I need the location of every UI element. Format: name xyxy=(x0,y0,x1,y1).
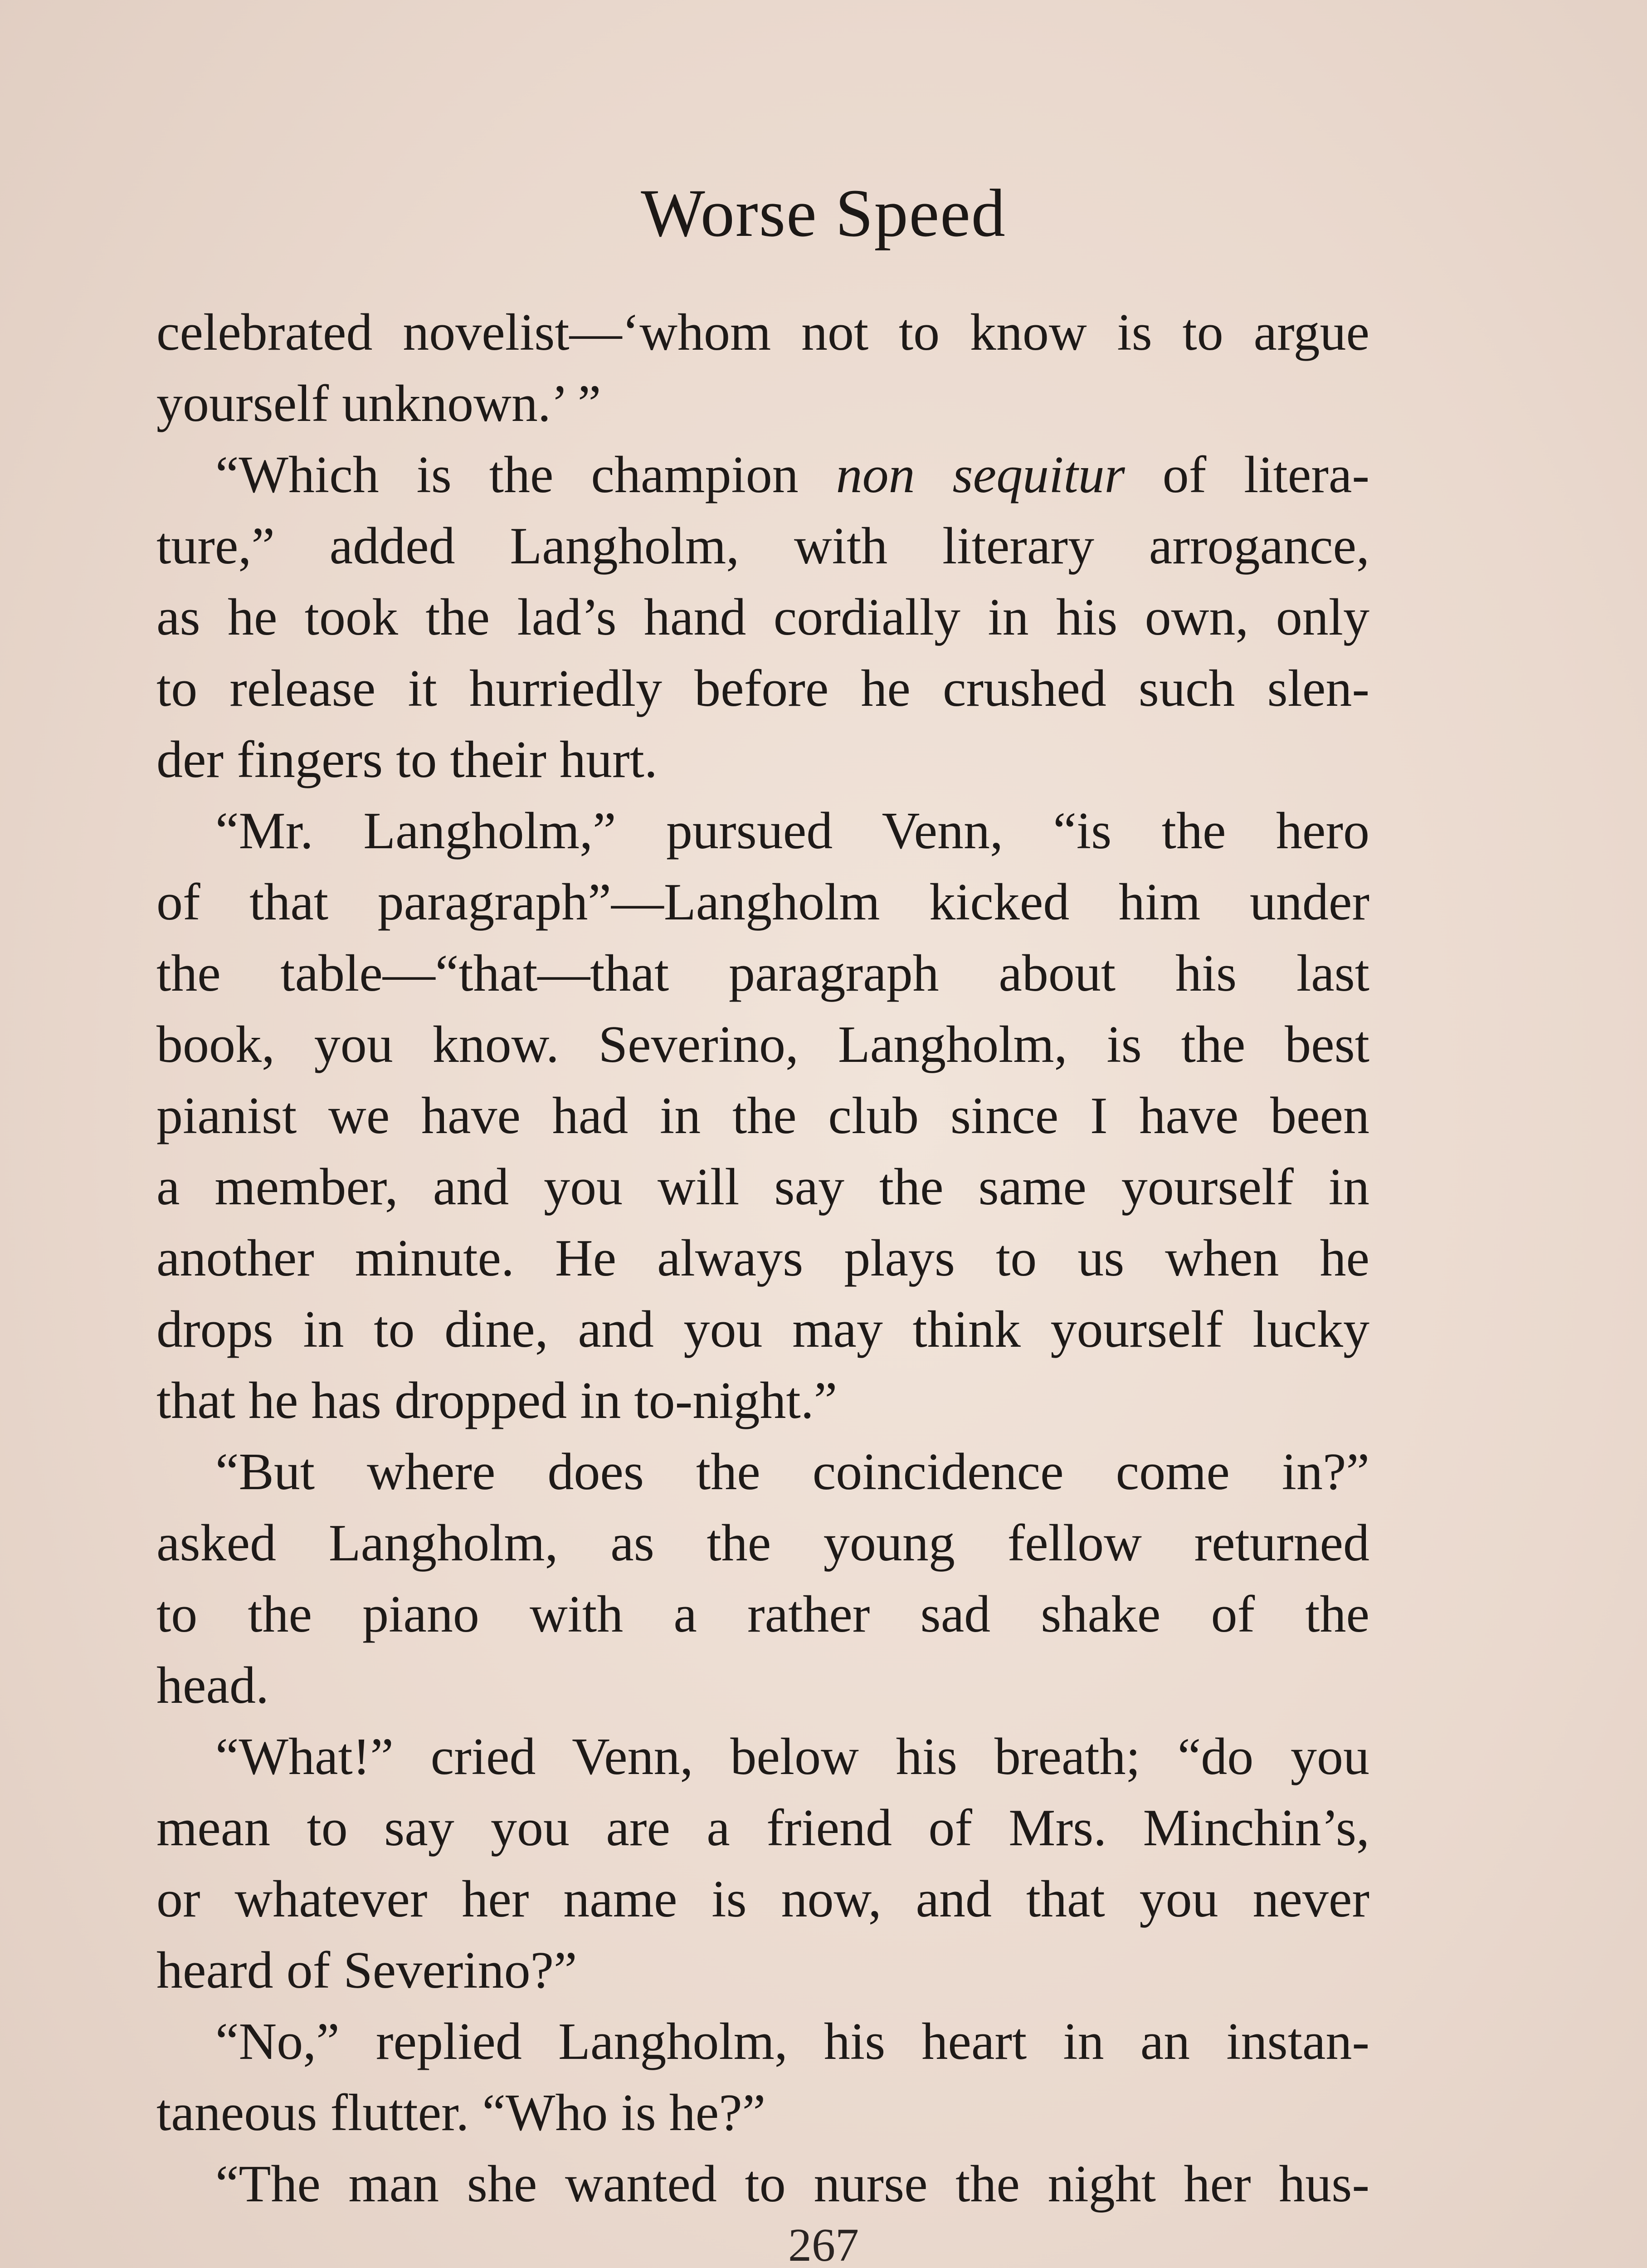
text-line: “The man she wanted to nurse the night her hus- xyxy=(215,2155,1369,2213)
text-line: asked Langholm, as the young fellow returned xyxy=(156,1514,1369,1572)
text-line: another minute. He always plays to us when he xyxy=(156,1229,1369,1287)
page-number: 267 xyxy=(788,2219,859,2268)
text-line: book, you know. Severino, Langholm, is the best xyxy=(156,1016,1369,1074)
text-line: heard of Severino?” xyxy=(156,1941,577,1999)
text-line: mean to say you are a friend of Mrs. Minchin’s, xyxy=(156,1799,1369,1857)
italic-phrase: non sequitur xyxy=(836,446,1125,504)
text-line: the table—“that—that paragraph about his last xyxy=(156,944,1369,1002)
text-line: to the piano with a rather sad shake of the xyxy=(156,1585,1369,1643)
text-line: “But where does the coincidence come in?” xyxy=(215,1443,1369,1501)
text-line: as he took the lad’s hand cordially in his own, only xyxy=(156,588,1369,646)
text-line: ture,” added Langholm, with literary arrogance, xyxy=(156,517,1369,575)
text-line: that he has dropped in to-night.” xyxy=(156,1372,838,1430)
text-line: pianist we have had in the club since I have been xyxy=(156,1087,1369,1145)
text-line: “Which is the champion non sequitur of litera- xyxy=(215,446,1369,504)
text-line: of that paragraph”—Langholm kicked him under xyxy=(156,873,1369,931)
text-line: celebrated novelist—‘whom not to know is to argue xyxy=(156,303,1369,362)
text-line: head. xyxy=(156,1657,269,1715)
text-line: taneous flutter. “Who is he?” xyxy=(156,2084,766,2142)
text-line: “What!” cried Venn, below his breath; “do you xyxy=(215,1728,1369,1786)
text-line: or whatever her name is now, and that you never xyxy=(156,1870,1369,1928)
text-line: drops in to dine, and you may think yourself lucky xyxy=(156,1300,1369,1359)
body-text xyxy=(156,297,1369,2220)
text-line: “Mr. Langholm,” pursued Venn, “is the hero xyxy=(215,802,1369,860)
text-line: yourself unknown.’ ” xyxy=(156,375,601,433)
text-line: a member, and you will say the same yourself in xyxy=(156,1158,1369,1216)
running-head: Worse Speed xyxy=(641,176,1006,251)
text-line: der fingers to their hurt. xyxy=(156,731,658,789)
text-line: “No,” replied Langholm, his heart in an instan- xyxy=(215,2013,1369,2071)
text-line: to release it hurriedly before he crushed such slen- xyxy=(156,660,1369,718)
